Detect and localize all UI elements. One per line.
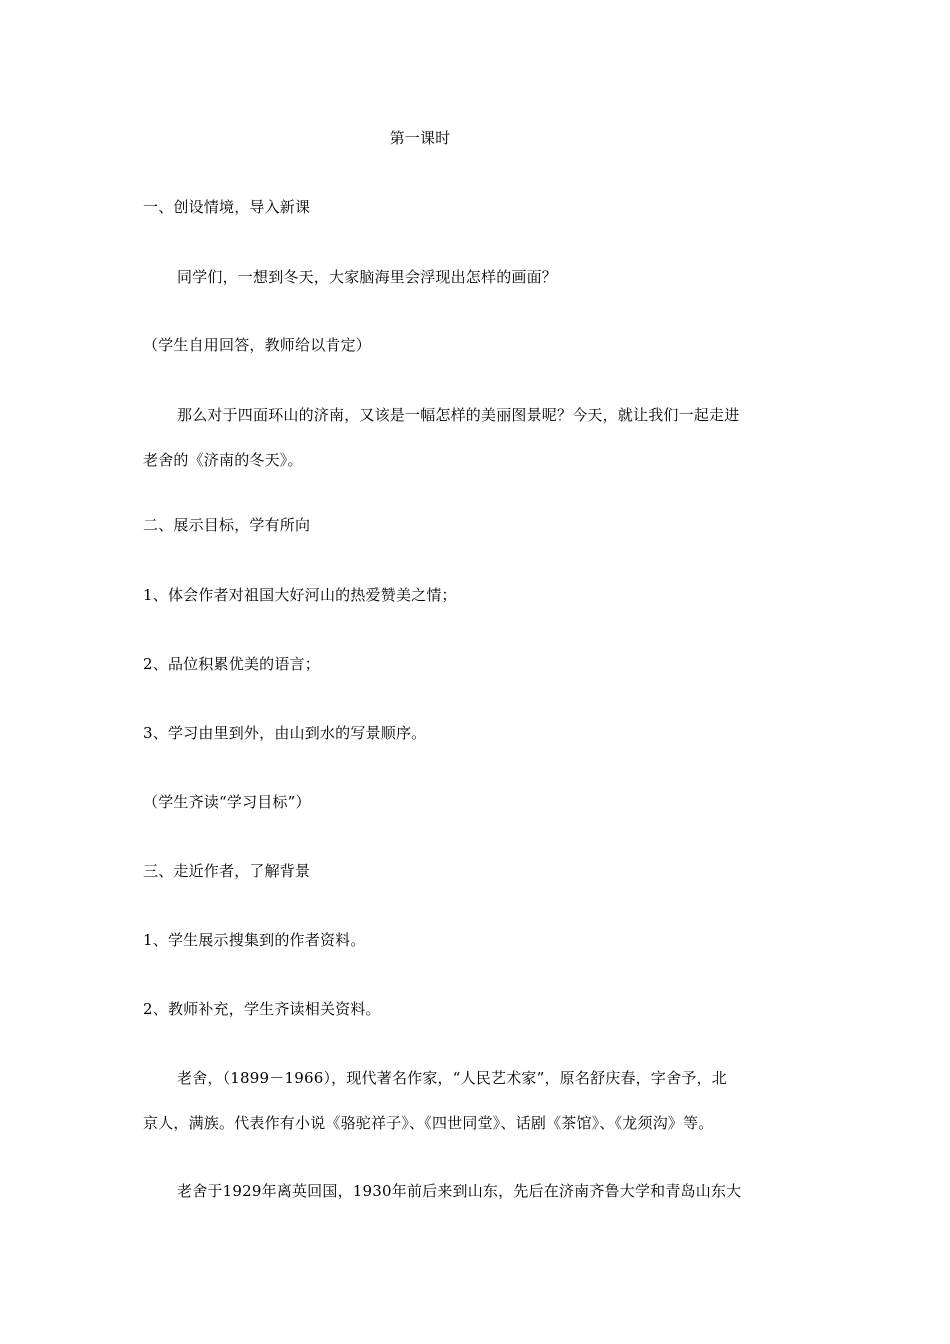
paragraph-line: （学生自用回答，教师给以肯定） — [143, 336, 372, 354]
section-heading-3: 三、走近作者，了解背景 — [143, 862, 311, 880]
section-heading-2: 二、展示目标，学有所向 — [143, 516, 311, 534]
page-title: 第一课时 — [389, 129, 451, 147]
list-item: 1、体会作者对祖国大好河山的热爱赞美之情； — [143, 586, 457, 604]
paragraph-line: 那么对于四面环山的济南，又该是一幅怎样的美丽图景呢？今天，就让我们一起走进 — [177, 406, 740, 424]
paragraph-line: 老舍于1929年离英回国，1930年前后来到山东，先后在济南齐鲁大学和青岛山东大 — [177, 1182, 742, 1200]
section-heading-1: 一、创设情境，导入新课 — [143, 198, 311, 216]
paragraph-line: 同学们，一想到冬天，大家脑海里会浮现出怎样的画面？ — [177, 268, 558, 286]
list-item: 1、学生展示搜集到的作者资料。 — [143, 931, 366, 949]
list-item: 3、学习由里到外，由山到水的写景顺序。 — [143, 724, 427, 742]
paragraph-line: 老舍的《济南的冬天》。 — [143, 451, 303, 469]
paragraph-line: 京人，满族。代表作有小说《骆驼祥子》、《四世同堂》、话剧《茶馆》、《龙须沟》等。 — [143, 1114, 714, 1132]
list-item: 2、教师补充，学生齐读相关资料。 — [143, 1000, 381, 1018]
list-item: 2、品位积累优美的语言； — [143, 655, 320, 673]
paragraph-line: （学生齐读“学习目标”） — [143, 793, 311, 811]
paragraph-line: 老舍，（1899－1966），现代著名作家，“人民艺术家”，原名舒庆春，字舍予，北 — [177, 1069, 727, 1087]
